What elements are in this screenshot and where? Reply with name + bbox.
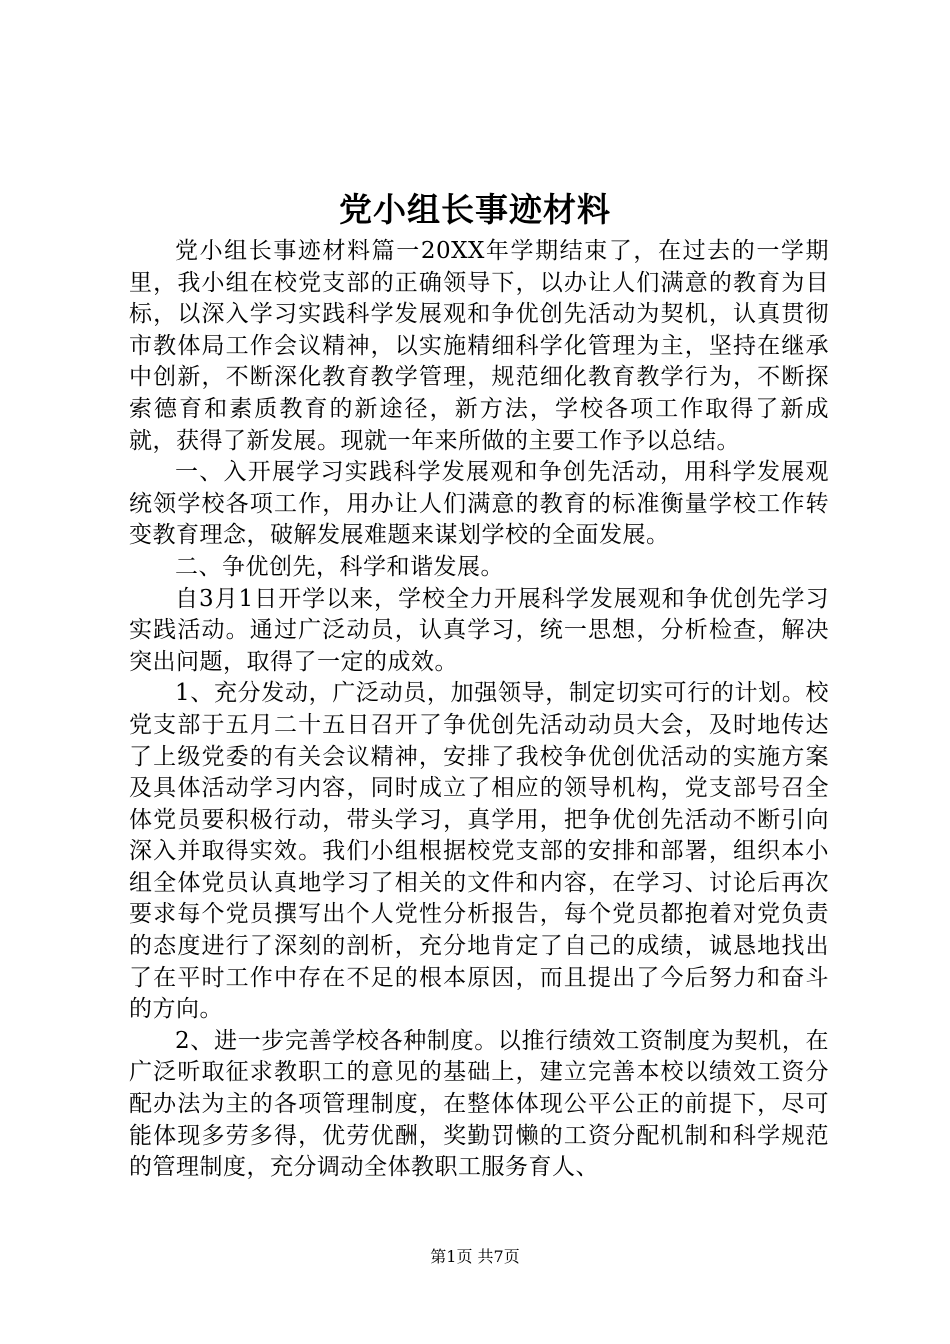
paragraph: 党小组长事迹材料篇一20XX年学期结束了，在过去的一学期里，我小组在校党支部的正确领导下，以办让人们满意的教育为目标，以深入学习实践科学发展观和争优创先活动为契机，认真贯彻市教体局工作会议精神，以实施精细科学化管理为主，坚持在继承中创新，不断深化教育教学管理，规范细化教育教学行为，不断探索德育和素质教育的新途径，新方法，学校各项工作取得了新成就，获得了新发展。现就一年来所做的主要工作予以总结。 (129, 238, 829, 454)
document-body (129, 236, 829, 1184)
page-title: 党小组长事迹材料 (339, 190, 611, 229)
paragraph: 一、入开展学习实践科学发展观和争创先活动，用科学发展观统领学校各项工作，用办让人们满意的教育的标准衡量学校工作转变教育理念，破解发展难题来谋划学校的全面发展。 (129, 459, 829, 549)
paragraph: 1、充分发动，广泛动员，加强领导，制定切实可行的计划。校党支部于五月二十五日召开了争优创先活动动员大会，及时地传达了上级党委的有关会议精神，安排了我校争优创优活动的实施方案及具体活动学习内容，同时成立了相应的领导机构，党支部号召全体党员要积极行动，带头学习，真学用，把争优创先活动不断引向深入并取得实效。我们小组根据校党支部的安排和部署，组织本小组全体党员认真地学习了相关的文件和内容，在学习、讨论后再次要求每个党员撰写出个人党性分析报告，每个党员都抱着对党负责的态度进行了深刻的剖析，充分地肯定了自己的成绩，诚恳地找出了在平时工作中存在不足的根本原因，而且提出了今后努力和奋斗的方向。 (129, 680, 829, 1023)
paragraph: 自3月1日开学以来，学校全力开展科学发展观和争优创先学习实践活动。通过广泛动员，认真学习，统一思想，分析检查，解决突出问题，取得了一定的成效。 (129, 585, 829, 675)
paragraph: 2、进一步完善学校各种制度。以推行绩效工资制度为契机，在广泛听取征求教职工的意见的基础上，建立完善本校以绩效工资分配办法为主的各项管理制度，在整体体现公平公正的前提下，尽可能体现多劳多得，优劳优酬，奖勤罚懒的工资分配机制和科学规范的管理制度，充分调动全体教职工服务育人、 (129, 1027, 829, 1181)
paragraph: 二、争优创先，科学和谐发展。 (175, 553, 504, 580)
page-number-footer: 第1页 共7页 (430, 1247, 520, 1266)
